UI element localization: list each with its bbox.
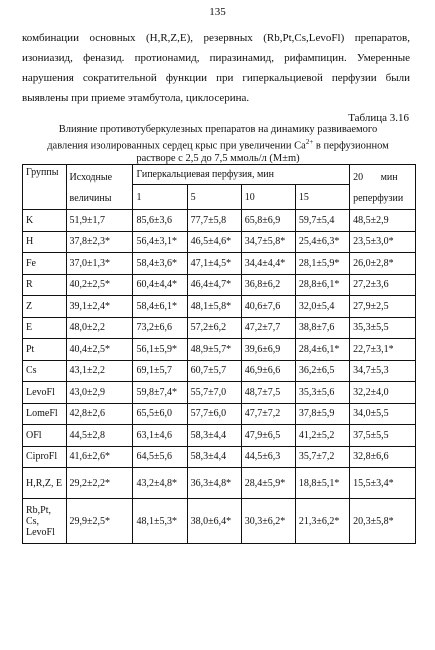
value-cell: 29,9±2,5* (66, 499, 133, 544)
table-row (23, 253, 416, 275)
group-cell: Rb,Pt, Cs, LevoFl (23, 499, 67, 544)
header-reperfusion (350, 165, 416, 210)
value-cell: 38,8±7,6 (295, 317, 349, 339)
value-cell: 60,4±4,4* (133, 274, 187, 296)
group-cell: Z (23, 296, 67, 318)
value-cell: 85,6±3,6 (133, 210, 187, 232)
table-row (23, 382, 416, 404)
value-cell: 37,8±2,3* (66, 231, 133, 253)
value-cell: 32,0±5,4 (295, 296, 349, 318)
value-cell: 56,1±5,9* (133, 339, 187, 361)
value-cell: 48,0±2,2 (66, 317, 133, 339)
header-minute: 1 (133, 185, 187, 210)
value-cell: 37,0±1,3* (66, 253, 133, 275)
value-cell: 35,3±5,6 (295, 382, 349, 404)
table-caption (22, 124, 414, 165)
header-baseline-line2: величины (69, 193, 112, 204)
value-cell: 56,4±3,1* (133, 231, 187, 253)
header-perfusion-text: Гиперкальциевая перфузия, мин (136, 169, 275, 181)
value-cell: 58,4±6,1* (133, 296, 187, 318)
value-cell: 20,3±5,8* (350, 499, 416, 544)
value-cell: 46,4±4,7* (187, 274, 241, 296)
value-cell: 55,7±7,0 (187, 382, 241, 404)
value-cell: 44,5±6,3 (241, 446, 295, 468)
table-row (23, 339, 416, 361)
value-cell: 22,7±3,1* (350, 339, 416, 361)
value-cell: 29,2±2,2* (66, 468, 133, 499)
value-cell: 39,6±6,9 (241, 339, 295, 361)
value-cell: 48,9±5,7* (187, 339, 241, 361)
value-cell: 59,8±7,4* (133, 382, 187, 404)
value-cell: 43,0±2,9 (66, 382, 133, 404)
value-cell: 47,9±6,5 (241, 425, 295, 447)
value-cell: 34,0±5,5 (350, 403, 416, 425)
caption-superscript: 2+ (305, 138, 314, 146)
value-cell: 30,3±6,2* (241, 499, 295, 544)
value-cell: 41,6±2,6* (66, 446, 133, 468)
value-cell: 48,1±5,8* (187, 296, 241, 318)
value-cell: 48,7±7,5 (241, 382, 295, 404)
value-cell: 57,7±6,0 (187, 403, 241, 425)
group-cell: K (23, 210, 67, 232)
group-cell: H,R,Z, E (23, 468, 67, 499)
data-table (22, 164, 416, 544)
value-cell: 64,5±5,6 (133, 446, 187, 468)
value-cell: 58,3±4,4 (187, 446, 241, 468)
caption-line: Влияние противотуберкулезных препаратов на динамику развиваемого (58, 124, 378, 135)
value-cell: 34,4±4,4* (241, 253, 295, 275)
group-cell: E (23, 317, 67, 339)
value-cell: 28,4±6,1* (295, 339, 349, 361)
value-cell: 46,5±4,6* (187, 231, 241, 253)
header-minute: 15 (295, 185, 349, 210)
group-cell: Fe (23, 253, 67, 275)
table-label: Таблица 3.16 (348, 112, 409, 124)
value-cell: 38,0±6,4* (187, 499, 241, 544)
value-cell: 69,1±5,7 (133, 360, 187, 382)
value-cell: 48,5±2,9 (350, 210, 416, 232)
header-minute: 10 (241, 185, 295, 210)
group-cell: CiproFl (23, 446, 67, 468)
table-row (23, 210, 416, 232)
value-cell: 23,5±3,0* (350, 231, 416, 253)
paragraph-line: изониазид, феназид. протионамид, пиразинамид, рифампицин. Умеренные (22, 52, 410, 64)
paragraph-line: нарушения сократительной функции при гиперкальциевой перфузии были (22, 72, 410, 84)
value-cell: 59,7±5,4 (295, 210, 349, 232)
table-body (23, 210, 416, 544)
value-cell: 77,7±5,8 (187, 210, 241, 232)
group-cell: LevoFl (23, 382, 67, 404)
value-cell: 51,9±1,7 (66, 210, 133, 232)
header-perfusion (133, 165, 350, 185)
header-baseline (66, 165, 133, 210)
value-cell: 41,2±5,2 (295, 425, 349, 447)
value-cell: 34,7±5,8* (241, 231, 295, 253)
value-cell: 32,8±6,6 (350, 446, 416, 468)
value-cell: 48,1±5,3* (133, 499, 187, 544)
caption-text: давления изолированных сердец крыс при увеличении Ca (47, 140, 306, 152)
group-cell: Pt (23, 339, 67, 361)
value-cell: 21,3±6,2* (295, 499, 349, 544)
value-cell: 40,4±2,5* (66, 339, 133, 361)
caption-line (22, 136, 414, 153)
value-cell: 47,1±4,5* (187, 253, 241, 275)
group-cell: R (23, 274, 67, 296)
value-cell: 28,8±6,1* (295, 274, 349, 296)
group-cell: H (23, 231, 67, 253)
value-cell: 25,4±6,3* (295, 231, 349, 253)
group-cell: Cs (23, 360, 67, 382)
value-cell: 65,8±6,9 (241, 210, 295, 232)
paragraph-line: выявлены при приеме этамбутола, циклосерина. (22, 92, 250, 104)
value-cell: 46,9±6,6 (241, 360, 295, 382)
value-cell: 65,5±6,0 (133, 403, 187, 425)
caption-text: в перфузионном (313, 140, 389, 152)
header-groups-text: Группы (26, 167, 59, 178)
table-row (23, 403, 416, 425)
value-cell: 34,7±5,3 (350, 360, 416, 382)
table-row (23, 274, 416, 296)
body-paragraph (22, 28, 410, 108)
value-cell: 15,5±3,4* (350, 468, 416, 499)
table-row (23, 468, 416, 499)
value-cell: 35,3±5,5 (350, 317, 416, 339)
table-row (23, 425, 416, 447)
value-cell: 43,1±2,2 (66, 360, 133, 382)
value-cell: 18,8±5,1* (295, 468, 349, 499)
value-cell: 47,7±7,2 (241, 403, 295, 425)
value-cell: 57,2±6,2 (187, 317, 241, 339)
table-header (23, 165, 416, 210)
value-cell: 27,9±2,5 (350, 296, 416, 318)
value-cell: 73,2±6,6 (133, 317, 187, 339)
value-cell: 39,1±2,4* (66, 296, 133, 318)
header-reperfusion-line1: 20 мин (353, 172, 398, 183)
value-cell: 44,5±2,8 (66, 425, 133, 447)
paragraph-line: комбинации основных (H,R,Z,E), резервных (Rb,Pt,Cs,LevoFl) препаратов, (22, 32, 410, 44)
value-cell: 26,0±2,8* (350, 253, 416, 275)
table-row (23, 296, 416, 318)
table-row (23, 360, 416, 382)
value-cell: 27,2±3,6 (350, 274, 416, 296)
table-row (23, 317, 416, 339)
page-number: 135 (209, 6, 226, 18)
value-cell: 28,4±5,9* (241, 468, 295, 499)
header-minute: 5 (187, 185, 241, 210)
value-cell: 40,6±7,6 (241, 296, 295, 318)
value-cell: 40,2±2,5* (66, 274, 133, 296)
value-cell: 37,8±5,9 (295, 403, 349, 425)
value-cell: 36,3±4,8* (187, 468, 241, 499)
value-cell: 42,8±2,6 (66, 403, 133, 425)
table-row (23, 446, 416, 468)
value-cell: 32,2±4,0 (350, 382, 416, 404)
value-cell: 63,1±4,6 (133, 425, 187, 447)
value-cell: 58,4±3,6* (133, 253, 187, 275)
value-cell: 58,3±4,4 (187, 425, 241, 447)
header-baseline-line1: Исходные (69, 172, 113, 183)
value-cell: 36,8±6,2 (241, 274, 295, 296)
table-row (23, 499, 416, 544)
value-cell: 36,2±6,5 (295, 360, 349, 382)
group-cell: LomeFl (23, 403, 67, 425)
value-cell: 37,5±5,5 (350, 425, 416, 447)
value-cell: 60,7±5,7 (187, 360, 241, 382)
value-cell: 47,2±7,7 (241, 317, 295, 339)
group-cell: OFl (23, 425, 67, 447)
value-cell: 43,2±4,8* (133, 468, 187, 499)
value-cell: 28,1±5,9* (295, 253, 349, 275)
header-reperfusion-line2: реперфузии (353, 193, 404, 204)
value-cell: 35,7±7,2 (295, 446, 349, 468)
header-groups (23, 165, 67, 210)
caption-line: растворе с 2,5 до 7,5 ммоль/л (M±m) (136, 152, 300, 164)
table-row (23, 231, 416, 253)
